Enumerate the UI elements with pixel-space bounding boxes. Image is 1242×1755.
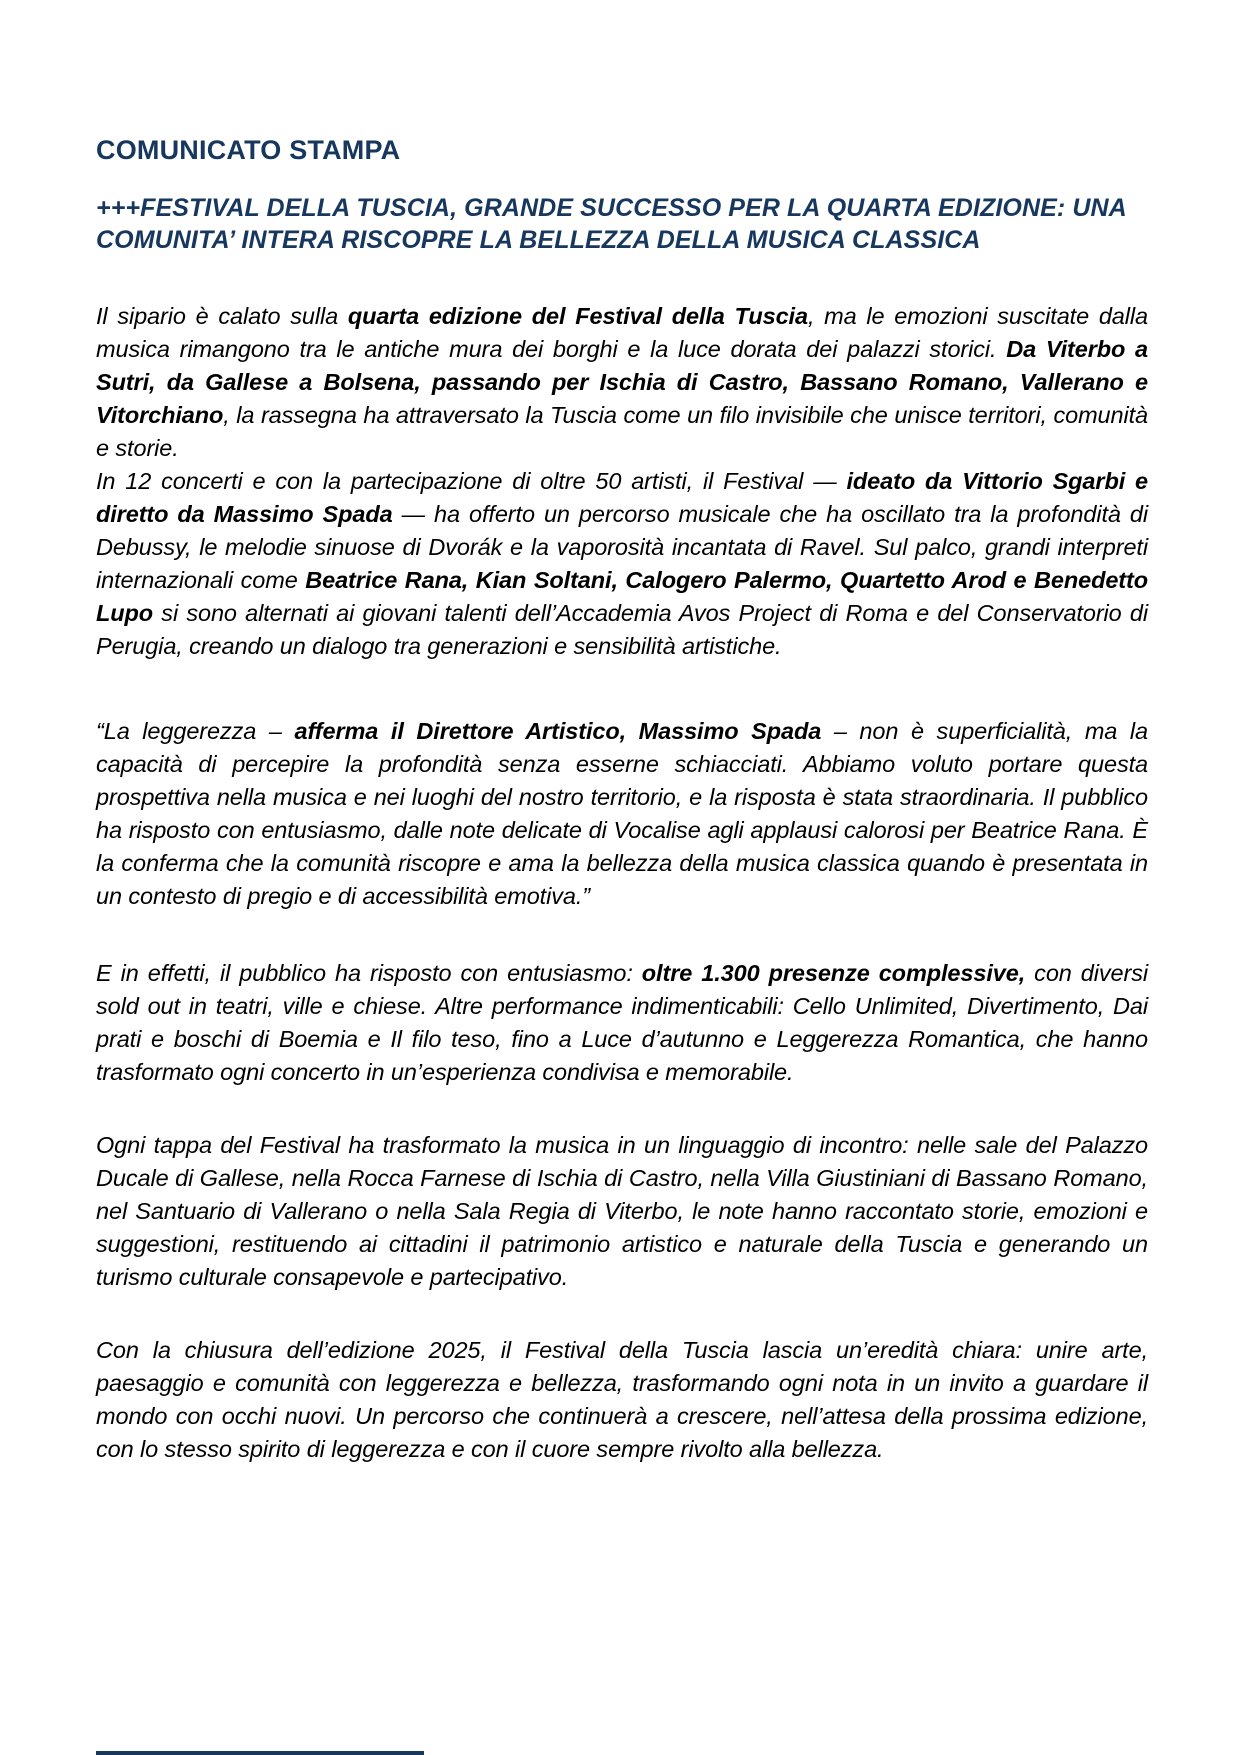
document-content [96, 0, 1148, 1466]
paragraph-intro: Il sipario è calato sulla quarta edizione del Festival della Tuscia, ma le emozioni suscitate dalla musica rimangono tra le antiche mura dei borghi e la luce dorata dei palazzi storici. Da Viterbo a Sutri, da Gallese a Bolsena, passando per Ischia di Castro, Bassano Romano, Vallerano e Vitorchiano, la rassegna ha attraversato la Tuscia come un filo invisibile che unisce territori, comunità e storie. [96, 303, 1148, 462]
paragraph-concerts: In 12 concerti e con la partecipazione di oltre 50 artisti, il Festival — ideato da Vittorio Sgarbi e diretto da Massimo Spada — ha offerto un percorso musicale che ha oscillato tra la profondità di Debussy, le melodie sinuose di Dvorák e la vaporosità incantata di Ravel. Sul palco, grandi interpreti internazionali come Beatrice Rana, Kian Soltani, Calogero Palermo, Quartetto Arod e Benedetto Lupo si sono alternati ai giovani talenti dell’Accademia Avos Project di Roma e del Conservatorio di Perugia, creando un dialogo tra generazioni e sensibilità artistiche. [96, 468, 1149, 660]
paragraph-attendance: E in effetti, il pubblico ha risposto con entusiasmo: oltre 1.300 presenze complessive, con diversi sold out in teatri, ville e chiese. Altre performance indimenticabili: Cello Unlimited, Divertimento, Dai prati e boschi di Boemia e Il filo teso, fino a Luce d’autunno e Leggerezza Romantica, che hanno trasformato ogni concerto in un’esperienza condivisa e memorabile. [96, 960, 1149, 1086]
footer-rule [96, 1751, 424, 1755]
document-subtitle: +++FESTIVAL DELLA TUSCIA, GRANDE SUCCESSO PER LA QUARTA EDIZIONE: UNA COMUNITA’ INTERA RISCOPRE LA BELLEZZA DELLA MUSICA CLASSICA [96, 194, 1126, 255]
document-title: COMUNICATO STAMPA [96, 135, 401, 165]
document-body [96, 256, 1148, 1466]
paragraph-quote-director: “La leggerezza – afferma il Direttore Artistico, Massimo Spada – non è superficialità, ma la capacità di percepire la profondità senza esserne schiacciati. Abbiamo voluto portare questa prospettiva nella musica e nei luoghi del nostro territorio, e la risposta è stata straordinaria. Il pubblico ha risposto con entusiasmo, dalle note delicate di Vocalise agli applausi calorosi per Beatrice Rana. È la conferma che la comunità riscopre e ama la bellezza della musica classica quando è presentata in un contesto di pregio e di accessibilità emotiva.” [96, 718, 1148, 910]
paragraph-venues: Ogni tappa del Festival ha trasformato la musica in un linguaggio di incontro: nelle sale del Palazzo Ducale di Gallese, nella Rocca Farnese di Ischia di Castro, nella Villa Giustiniani di Bassano Romano, nel Santuario di Vallerano o nella Sala Regia di Viterbo, le note hanno raccontato storie, emozioni e suggestioni, restituendo ai cittadini il patrimonio artistico e naturale della Tuscia e generando un turismo culturale consapevole e partecipativo. [96, 1132, 1148, 1291]
paragraph-closing: Con la chiusura dell’edizione 2025, il Festival della Tuscia lascia un’eredità chiara: unire arte, paesaggio e comunità con leggerezza e bellezza, trasformando ogni nota in un invito a guardare il mondo con occhi nuovi. Un percorso che continuerà a crescere, nell’attesa della prossima edizione, con lo stesso spirito di leggerezza e con il cuore sempre rivolto alla bellezza. [96, 1337, 1148, 1463]
